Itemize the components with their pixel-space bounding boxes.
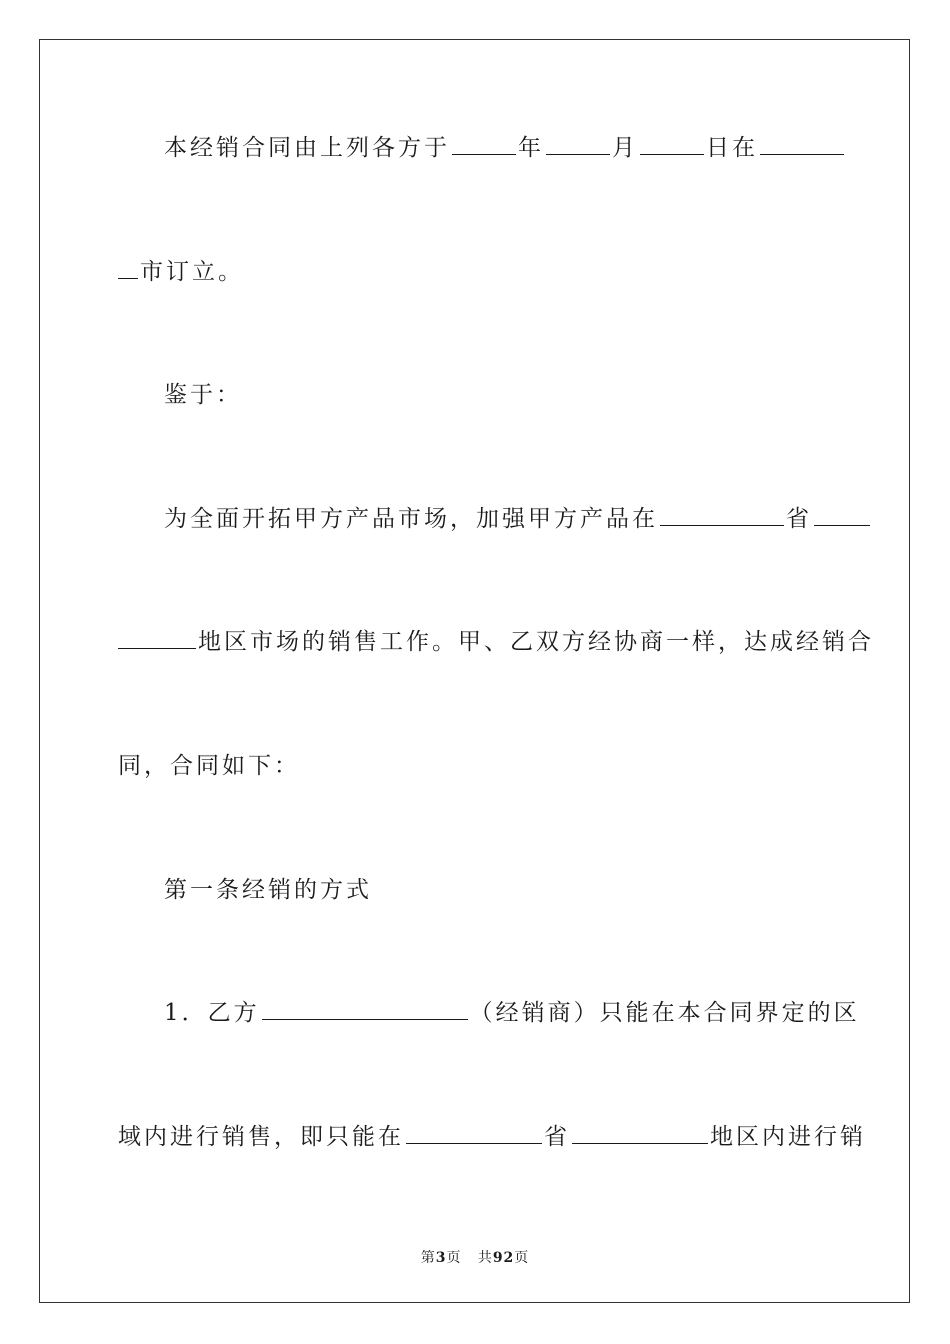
text-segment: 市订立。 xyxy=(140,259,244,285)
text-segment: 月 xyxy=(612,135,638,161)
paragraph-line xyxy=(118,627,874,657)
text-segment: 省 xyxy=(786,506,812,532)
blank-field xyxy=(814,505,870,526)
footer-text: 第 xyxy=(420,1250,436,1266)
text-segment: 第一条经销的方式 xyxy=(164,877,372,903)
paragraph-line xyxy=(118,257,833,287)
text-segment: 同，合同如下： xyxy=(118,753,300,779)
text-segment: 1．乙方 xyxy=(164,1000,260,1026)
total-pages: 92 xyxy=(492,1250,515,1266)
text-segment: 地区市场的销售工作。甲、乙双方经协商一样，达成经销合 xyxy=(198,629,874,655)
footer-text: 共 xyxy=(477,1250,493,1266)
page-border xyxy=(39,39,910,1303)
paragraph-line xyxy=(164,504,834,534)
footer-text: 页 xyxy=(446,1250,462,1266)
page-number: 3 xyxy=(435,1250,447,1266)
text-segment: （经销商）只能在本合同界定的区 xyxy=(469,1000,860,1026)
paragraph-line xyxy=(118,1122,866,1152)
paragraph-line xyxy=(164,998,860,1028)
blank-field xyxy=(572,1123,708,1144)
blank-field xyxy=(452,134,516,155)
blank-field xyxy=(406,1123,542,1144)
blank-field xyxy=(640,134,704,155)
blank-field xyxy=(118,258,138,279)
page-footer xyxy=(0,1247,950,1267)
text-segment: 省 xyxy=(544,1124,570,1150)
paragraph-line xyxy=(118,751,833,781)
text-segment: 本经销合同由上列各方于 xyxy=(164,135,450,161)
text-segment: 鉴于： xyxy=(164,382,242,408)
blank-field xyxy=(118,628,196,649)
footer-text: 页 xyxy=(514,1250,530,1266)
text-segment: 域内进行销售，即只能在 xyxy=(118,1124,404,1150)
text-segment: 日在 xyxy=(706,135,758,161)
section-heading xyxy=(164,875,834,905)
text-segment: 为全面开拓甲方产品市场，加强甲方产品在 xyxy=(164,506,658,532)
blank-field xyxy=(546,134,610,155)
blank-field xyxy=(262,999,468,1020)
paragraph-line xyxy=(164,380,834,410)
blank-field xyxy=(760,134,844,155)
blank-field xyxy=(660,505,784,526)
text-segment: 年 xyxy=(518,135,544,161)
paragraph-line xyxy=(164,133,834,163)
text-segment: 地区内进行销 xyxy=(710,1124,866,1150)
